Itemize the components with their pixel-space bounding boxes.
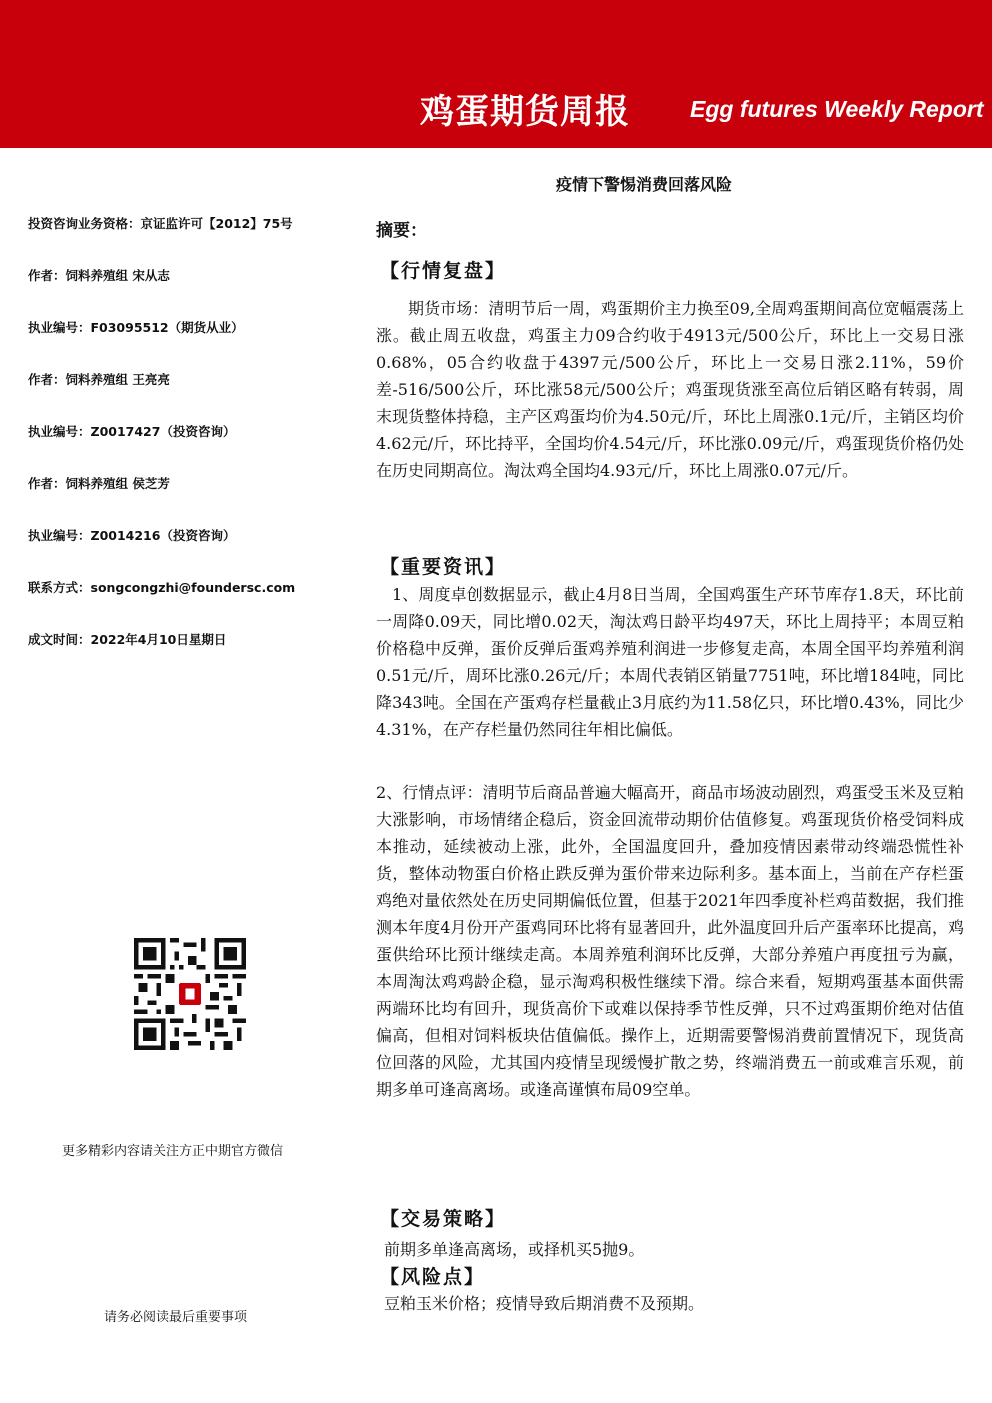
qr-caption: 更多精彩内容请关注方正中期官方微信 <box>62 1144 284 1159</box>
report-series-title: 鸡蛋期货周报 <box>420 92 630 132</box>
section-risk: 【风险点】 <box>380 1266 486 1288</box>
cert-number-2: 执业编号：Z0017427（投资咨询） <box>28 424 236 439</box>
cert-number-3: 执业编号：Z0014216（投资咨询） <box>28 528 236 543</box>
wechat-qr-code <box>134 938 246 1050</box>
author-2: 作者：饲料养殖组 王亮亮 <box>28 372 170 387</box>
publish-date: 成文时间：2022年4月10日星期日 <box>28 632 227 647</box>
author-3: 作者：饲料养殖组 侯芝芳 <box>28 476 170 491</box>
market-review-text: 期货市场：清明节后一周，鸡蛋期价主力换至09,全周鸡蛋期间高位宽幅震荡上涨。截止周五收盘，鸡蛋主力09合约收于4913元/500公斤，环比上一交易日涨0.68%，05合约收盘于4397元/500公斤，环比上一交易日涨2.11%，59价差-516/500公斤，环比涨58元/500公斤；鸡蛋现货涨至高位后销区略有转弱，周末现货整体持稳，主产区鸡蛋均价为4.50元/斤，环比上周涨0.1元/斤，主销区均价4.62元/斤，环比持平，全国均价4.54元/斤，环比涨0.09元/斤，鸡蛋现货价格仍处在历史同期高位。淘汰鸡全国均4.93元/斤，环比上周涨0.07元/斤。 <box>376 299 964 480</box>
section-strategy: 【交易策略】 <box>380 1208 507 1230</box>
disclaimer-note: 请务必阅读最后重要事项 <box>104 1310 248 1325</box>
risk-text: 豆粕玉米价格；疫情导致后期消费不及预期。 <box>384 1294 705 1313</box>
author-1: 作者：饲料养殖组 宋从志 <box>28 268 170 283</box>
abstract-label: 摘要： <box>376 221 427 241</box>
strategy-text: 前期多单逢高离场，或择机买5抛9。 <box>384 1240 645 1259</box>
news-item-2: 2、行情点评：清明节后商品普遍大幅高开，商品市场波动剧烈，鸡蛋受玉米及豆粕大涨影响，市场情绪企稳后，资金回流带动期价估值修复。鸡蛋现货价格受饲料成本推动，延续被动上涨，此外，全国温度回升，叠加疫情因素带动终端恐慌性补货，整体动物蛋白价格止跌反弹为蛋价带来边际利多。基本面上，当前在产存栏蛋鸡绝对量依然处在历史同期偏低位置，但基于2021年四季度补栏鸡苗数据，我们推测本年度4月份开产蛋鸡同环比将有显著回升，此外温度回升后产蛋率环比提高，鸡蛋供给环比预计继续走高。本周养殖利润环比反弹，大部分养殖户再度扭亏为赢，本周淘汰鸡鸡龄企稳，显示淘鸡积极性继续下滑。综合来看，短期鸡蛋基本面供需两端环比均有回升，现货高价下或难以保持季节性反弹，只不过鸡蛋期价绝对估值偏高，但相对饲料板块估值偏低。操作上，近期需要警惕消费前置情况下，现货高位回落的风险，尤其国内疫情呈现缓慢扩散之势，终端消费五一前或难言乐观，前期多单可逢高离场。或逢高谨慎布局09空单。 <box>376 783 964 1099</box>
section-news: 【重要资讯】 <box>380 556 507 578</box>
news-item-1: 1、周度卓创数据显示，截止4月8日当周，全国鸡蛋生产环节库存1.8天，环比前一周降0.09天，同比增0.02天，淘汰鸡日龄平均497天，环比上周持平；本周豆粕价格稳中反弹，蛋价反弹后蛋鸡养殖利润进一步修复走高，本周全国平均养殖利润0.51元/斤，周环比涨0.26元/斤；本周代表销区销量7751吨，环比增184吨，同比降343吨。全国在产蛋鸡存栏量截止3月底约为11.58亿只，环比增0.43%，同比少4.31%，在产存栏量仍然同往年相比偏低。 <box>376 585 964 739</box>
license-info: 投资咨询业务资格：京证监许可【2012】75号 <box>28 216 293 231</box>
report-title: 疫情下警惕消费回落风险 <box>556 175 733 194</box>
contact-info: 联系方式：songcongzhi@foundersc.com <box>28 580 296 595</box>
report-series-title-en: Egg futures Weekly Report <box>690 96 984 122</box>
header-banner <box>0 0 992 148</box>
cert-number-1: 执业编号：F03095512（期货从业） <box>28 320 244 335</box>
section-market-review: 【行情复盘】 <box>380 260 507 282</box>
